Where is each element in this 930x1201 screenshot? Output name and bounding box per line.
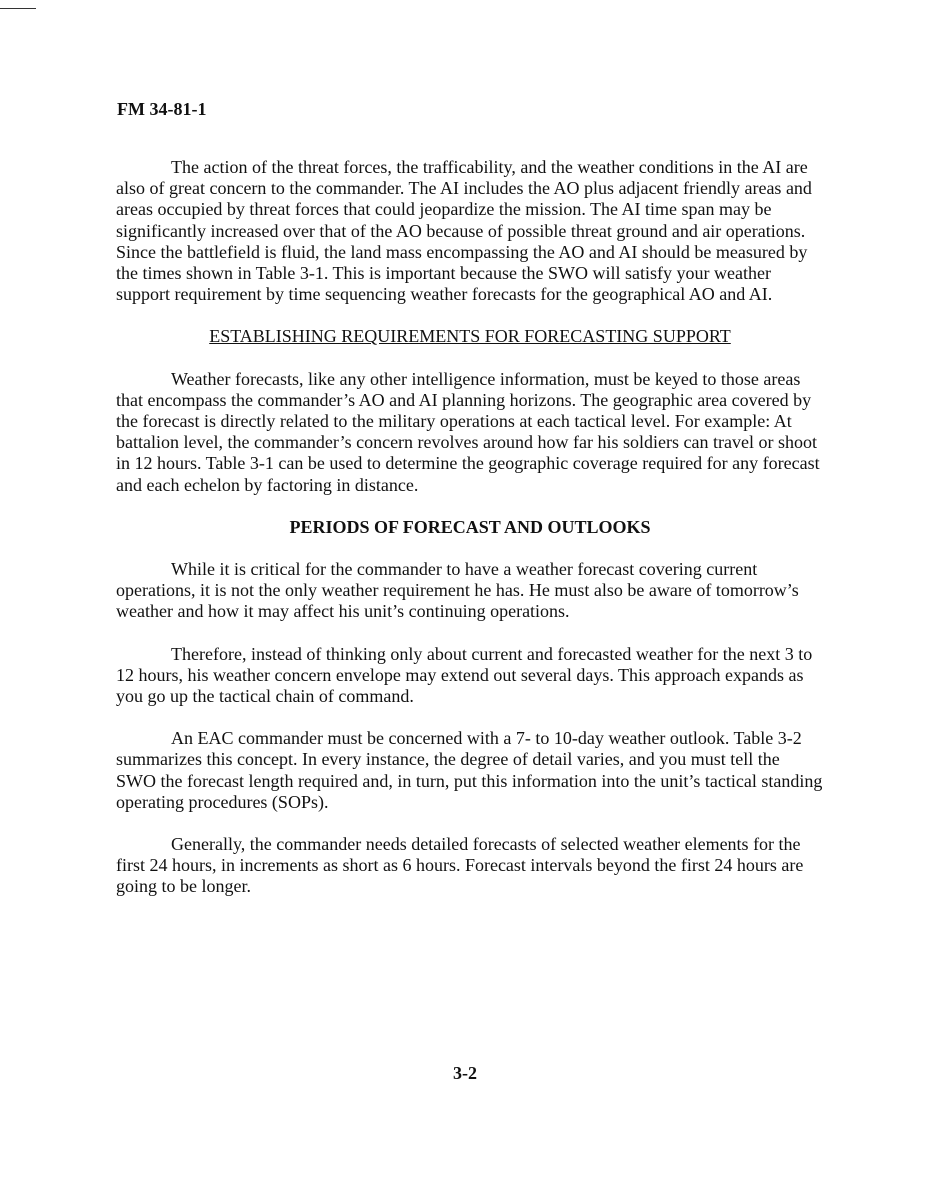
paragraph-current-operations: While it is critical for the commander to have a weather forecast covering current operations, it is not the only weather requirement he has. He must also be aware of tomorrow’s weather and how it may affect his unit’s continuing operations.: [116, 559, 799, 622]
document-id: FM 34-81-1: [117, 99, 207, 119]
heading-establishing-requirements: ESTABLISHING REQUIREMENTS FOR FORECASTING SUPPORT: [209, 326, 731, 347]
paragraph-detailed-forecasts: Generally, the commander needs detailed forecasts of selected weather elements for the first 24 hours, in increments as short as 6 hours. Forecast intervals beyond the first 24 hours are going to be longer.: [116, 834, 804, 897]
corner-rule: [0, 8, 36, 9]
paragraph-area-of-interest: The action of the threat forces, the trafficability, and the weather conditions in the AI are also of great concern to the commander. The AI includes the AO plus adjacent friendly areas and areas occupied by threat forces that could jeopardize the mission. The AI time span may be significantly increased over that of the AO because of possible threat ground and air operations. Since the battlefield is fluid, the land mass encompassing the AO and AI should be measured by the times shown in Table 3-1. This is important because the SWO will satisfy your weather support requirement by time sequencing weather forecasts for the geographical AO and AI.: [116, 157, 812, 305]
paragraph-eac-commander: An EAC commander must be concerned with a 7- to 10-day weather outlook. Table 3-2 summarizes this concept. In every instance, the degree of detail varies, and you must tell the SWO the forecast length required and, in turn, put this information into the unit’s tactical standing operating procedures (SOPs).: [116, 728, 823, 812]
page-number: 3-2: [453, 1063, 477, 1083]
heading-periods-of-forecast: PERIODS OF FORECAST AND OUTLOOKS: [289, 516, 651, 537]
page-body: [116, 157, 824, 898]
paragraph-concern-envelope: Therefore, instead of thinking only about current and forecasted weather for the next 3 to 12 hours, his weather concern envelope may extend out several days. This approach expands as you go up the tactical chain of command.: [116, 643, 813, 707]
paragraph-weather-forecasts: Weather forecasts, like any other intelligence information, must be keyed to those areas that encompass the commander’s AO and AI planning horizons. The geographic area covered by the forecast is directly related to the military operations at each tactical level. For example: At battalion level, the commander’s concern revolves around how far his soldiers can travel or shoot in 12 hours. Table 3-1 can be used to determine the geographic coverage required for any forecast and each echelon by factoring in distance.: [116, 368, 820, 495]
